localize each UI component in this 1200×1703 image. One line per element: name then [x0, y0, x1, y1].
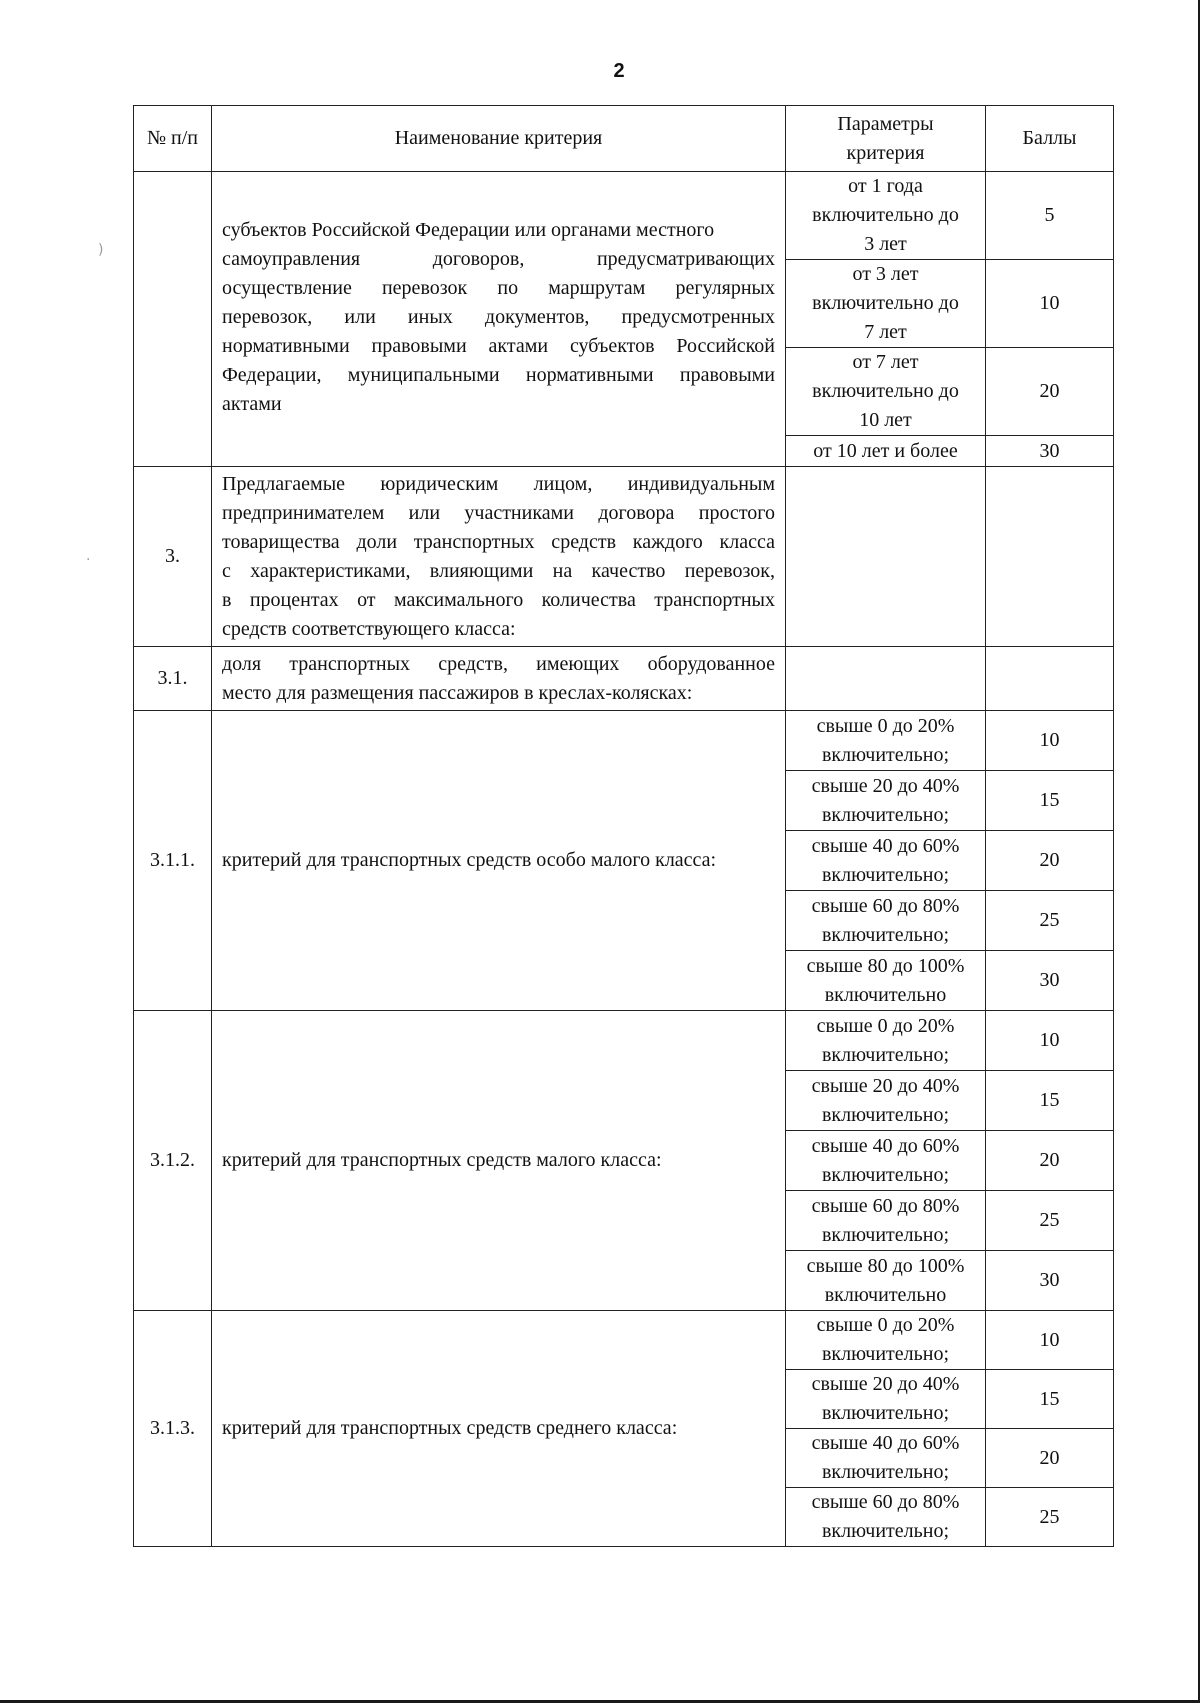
param-cell	[786, 1311, 986, 1370]
param-cell	[786, 1191, 986, 1251]
param-cell-empty	[786, 647, 986, 711]
param-line: свыше 40 до 60%	[811, 834, 960, 857]
criterion-name: критерий для транспортных средств малого класса:	[212, 1011, 786, 1311]
name-line: нормативными правовыми актами субъектов Российской	[222, 335, 775, 357]
score-cell: 20	[986, 1429, 1114, 1488]
name-line: предпринимателем или участниками договора простого	[222, 501, 775, 524]
param-line: свыше 0 до 20%	[816, 714, 955, 737]
param-cell	[786, 1429, 986, 1488]
name-line: место для размещения пассажиров в креслах-колясках:	[222, 681, 693, 704]
param-line: свыше 0 до 20%	[816, 1314, 955, 1336]
score-cell: 25	[986, 1191, 1114, 1251]
score-cell-empty	[986, 467, 1114, 647]
param-cell	[786, 1370, 986, 1429]
criterion-name: критерий для транспортных средств среднего класса:	[212, 1311, 786, 1547]
param-cell	[786, 891, 986, 951]
score-cell: 20	[986, 1131, 1114, 1191]
param-line: включительно;	[821, 743, 950, 766]
param-line: 3 лет	[864, 233, 907, 255]
row-num: 3.1.	[134, 647, 212, 711]
param-line: включительно;	[821, 1461, 950, 1483]
param-line: включительно;	[821, 1223, 950, 1246]
row-num: 3.1.3.	[134, 1311, 212, 1547]
header-score: Баллы	[986, 106, 1114, 172]
table-header-row	[134, 106, 1114, 172]
score-cell: 30	[986, 1251, 1114, 1311]
param-line: свыше 60 до 80%	[811, 1491, 960, 1513]
param-line: свыше 20 до 40%	[811, 1373, 960, 1395]
name-line: доля транспортных средств, имеющих оборудованное	[222, 652, 775, 675]
score-cell: 30	[986, 951, 1114, 1011]
score-cell: 15	[986, 1071, 1114, 1131]
param-line: включительно;	[821, 1043, 950, 1066]
param-line: включительно;	[821, 1163, 950, 1186]
param-line: включительно;	[821, 923, 950, 946]
score-cell: 10	[986, 260, 1114, 348]
margin-mark: )	[98, 242, 104, 258]
score-cell: 5	[986, 172, 1114, 260]
criteria-table	[133, 105, 1114, 1547]
header-params	[786, 106, 986, 172]
param-cell	[786, 711, 986, 771]
param-cell	[786, 1251, 986, 1311]
param-line: от 1 года	[848, 175, 923, 197]
name-line: средств соответствующего класса:	[222, 617, 516, 640]
row-num: 3.	[134, 467, 212, 647]
name-line: субъектов Российской Федерации или органами местного	[222, 219, 715, 241]
param-cell	[786, 771, 986, 831]
param-cell	[786, 951, 986, 1011]
param-line: свыше 80 до 100%	[806, 954, 965, 977]
param-line: свыше 60 до 80%	[811, 1194, 960, 1217]
param-line: включительно;	[821, 1520, 950, 1542]
name-line: с характеристиками, влияющими на качество перевозок,	[222, 559, 775, 582]
name-line: товарищества доли транспортных средств каждого класса	[222, 530, 775, 553]
param-line: включительно;	[821, 1402, 950, 1424]
score-cell: 10	[986, 711, 1114, 771]
name-line: Предлагаемые юридическим лицом, индивидуальным	[222, 472, 775, 495]
param-line: от 10 лет и более	[813, 439, 958, 462]
continued-criterion-name	[212, 172, 786, 467]
param-line: включительно	[824, 1283, 947, 1306]
criterion-name	[212, 467, 786, 647]
header-num: № п/п	[134, 106, 212, 172]
param-line: от 3 лет	[852, 263, 919, 285]
param-line: свыше 0 до 20%	[816, 1014, 955, 1037]
param-cell	[786, 1011, 986, 1071]
param-line: включительно до	[812, 204, 959, 226]
score-cell: 25	[986, 1488, 1114, 1547]
param-line: свыше 40 до 60%	[811, 1134, 960, 1157]
param-cell	[786, 1071, 986, 1131]
criterion-name: критерий для транспортных средств особо малого класса:	[212, 711, 786, 1011]
param-line: включительно	[824, 983, 947, 1006]
name-line: самоуправления договоров, предусматривающих	[222, 248, 775, 270]
header-name: Наименование критерия	[212, 106, 786, 172]
header-params-line: Параметры	[837, 112, 934, 135]
score-cell: 10	[986, 1011, 1114, 1071]
param-cell	[786, 1488, 986, 1547]
param-cell	[786, 260, 986, 348]
param-line: включительно до	[812, 380, 959, 402]
param-line: свыше 60 до 80%	[811, 894, 960, 917]
table-row	[134, 467, 1114, 647]
name-line: актами	[222, 393, 282, 415]
score-cell-empty	[986, 647, 1114, 711]
param-line: включительно;	[821, 863, 950, 886]
table-row	[134, 1311, 1114, 1370]
name-line: перевозок, или иных документов, предусмотренных	[222, 306, 775, 328]
score-cell: 20	[986, 348, 1114, 436]
score-cell: 30	[986, 436, 1114, 467]
param-line: свыше 20 до 40%	[811, 774, 960, 797]
header-params-line: критерия	[846, 141, 925, 164]
score-cell: 15	[986, 771, 1114, 831]
param-line: свыше 80 до 100%	[806, 1254, 965, 1277]
table-row	[134, 172, 1114, 260]
score-cell: 15	[986, 1370, 1114, 1429]
param-line: свыше 20 до 40%	[811, 1074, 960, 1097]
param-line: включительно до	[812, 292, 959, 314]
name-line: осуществление перевозок по маршрутам регулярных	[222, 277, 775, 299]
score-cell: 20	[986, 831, 1114, 891]
table-row	[134, 1011, 1114, 1071]
margin-mark: ·	[86, 552, 91, 568]
param-line: включительно;	[821, 803, 950, 826]
name-line: в процентах от максимального количества транспортных	[222, 588, 775, 611]
row-num: 3.1.1.	[134, 711, 212, 1011]
name-line: Федерации, муниципальными нормативными правовыми	[222, 364, 775, 386]
param-line: включительно;	[821, 1343, 950, 1365]
score-cell: 25	[986, 891, 1114, 951]
param-line: включительно;	[821, 1103, 950, 1126]
param-cell	[786, 348, 986, 436]
table-row	[134, 647, 1114, 711]
row-num: 3.1.2.	[134, 1011, 212, 1311]
param-line: свыше 40 до 60%	[811, 1432, 960, 1454]
param-line: 7 лет	[864, 321, 907, 343]
param-line: 10 лет	[859, 409, 912, 431]
param-cell	[786, 831, 986, 891]
param-cell	[786, 172, 986, 260]
param-cell	[786, 1131, 986, 1191]
table-row	[134, 711, 1114, 771]
param-cell-empty	[786, 467, 986, 647]
param-line: от 7 лет	[852, 351, 919, 373]
score-cell: 10	[986, 1311, 1114, 1370]
row-num-empty	[134, 172, 212, 467]
page-number: 2	[613, 60, 625, 82]
criterion-name	[212, 647, 786, 711]
param-cell	[786, 436, 986, 467]
